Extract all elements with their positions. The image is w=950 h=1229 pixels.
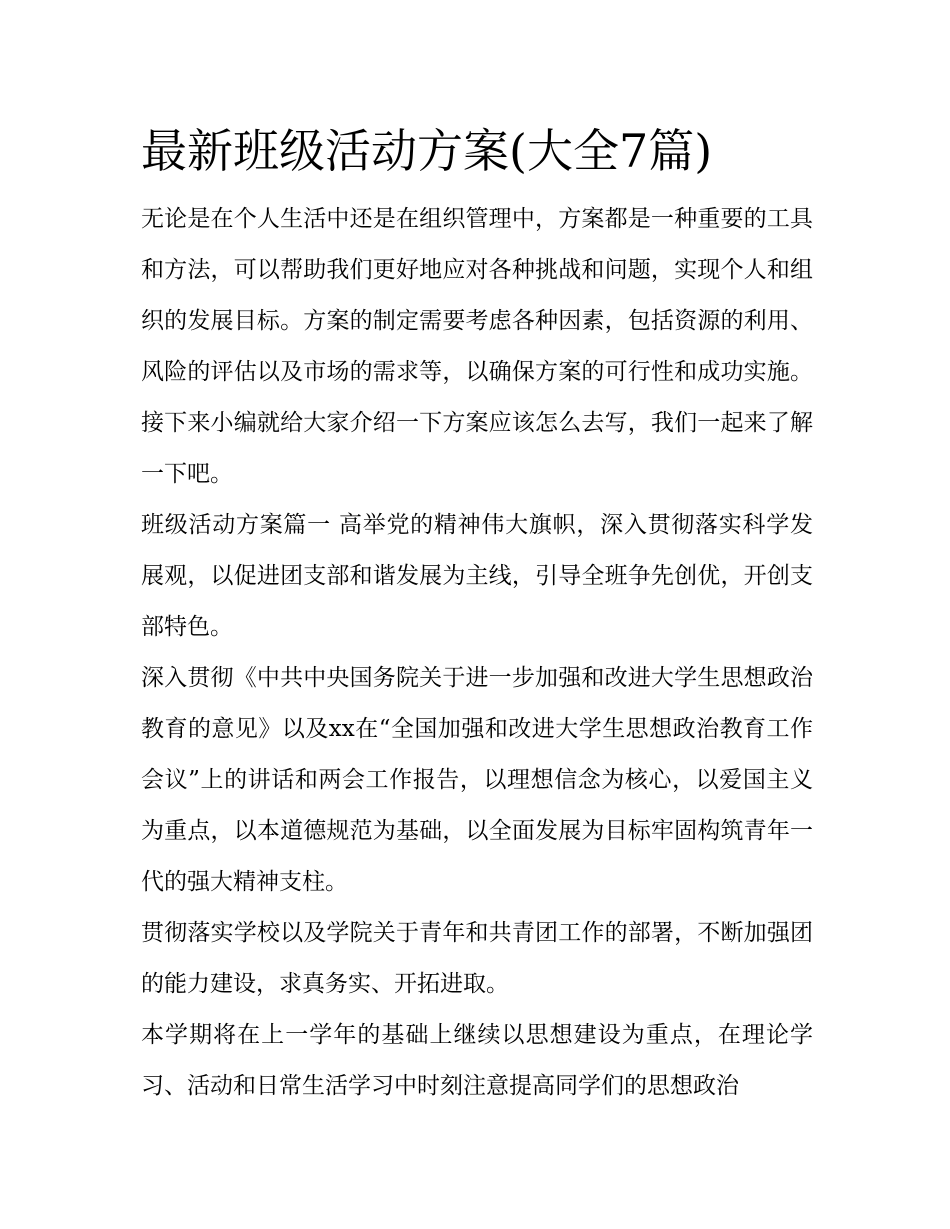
paragraph-plan-one: 班级活动方案篇一 高举党的精神伟大旗帜，深入贯彻落实科学发展观，以促进团支部和谐发展为主线，引导全班争先创优，开创支部特色。 bbox=[141, 512, 813, 640]
document-page bbox=[141, 108, 813, 1112]
paragraph-implementation: 贯彻落实学校以及学院关于青年和共青团工作的部署，不断加强团的能力建设，求真务实、开拓进取。 bbox=[141, 920, 813, 997]
paragraph-semester-plan: 本学期将在上一学年的基础上继续以思想建设为重点，在理论学习、活动和日常生活学习中时刻注意提高同学们的思想政治 bbox=[141, 1022, 813, 1099]
paragraph-guiding-ideology: 深入贯彻《中共中央国务院关于进一步加强和改进大学生思想政治教育的意见》以及xx在“全国加强和改进大学生思想政治教育工作会议”上的讲话和两会工作报告，以理想信念为核心，以爱国主义为重点，以本道德规范为基础，以全面发展为目标牢固构筑青年一代的强大精神支柱。 bbox=[141, 665, 813, 895]
paragraph-intro: 无论是在个人生活中还是在组织管理中，方案都是一种重要的工具和方法，可以帮助我们更好地应对各种挑战和问题，实现个人和组织的发展目标。方案的制定需要考虑各种因素，包括资源的利用、风险的评估以及市场的需求等，以确保方案的可行性和成功实施。接下来小编就给大家介绍一下方案应该怎么去写，我们一起来了解一下吧。 bbox=[141, 206, 813, 487]
document-title: 最新班级活动方案(大全7篇) bbox=[141, 124, 713, 178]
